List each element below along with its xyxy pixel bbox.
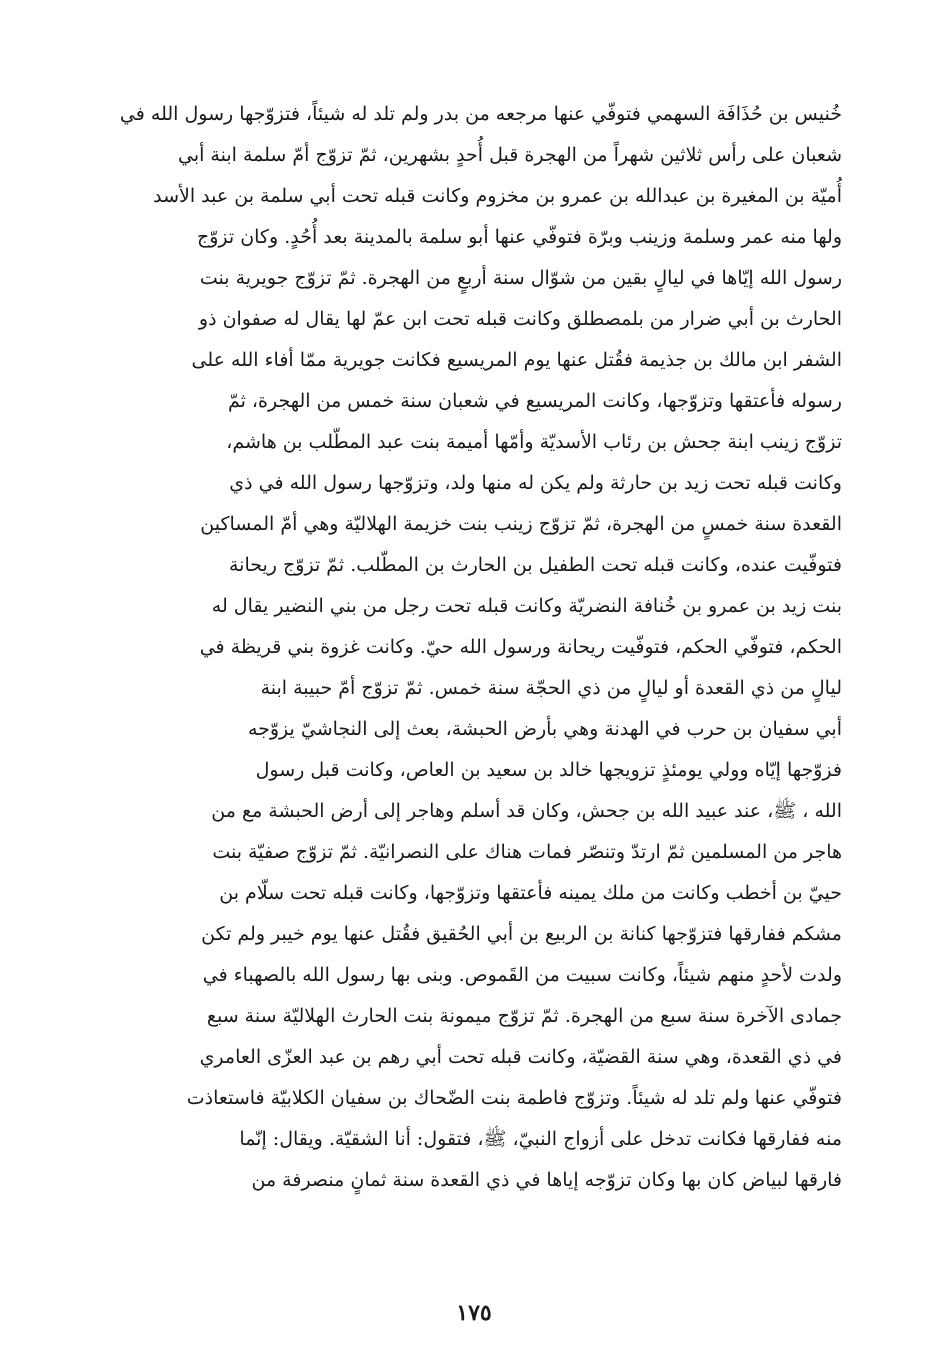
- text-line: القعدة سنة خمسٍ من الهجرة، ثمّ تزوّج زينب بنت خزيمة الهلاليّة وهي أمّ المساكين: [200, 513, 842, 535]
- text-line: ليالٍ من ذي القعدة أو ليالٍ من ذي الحجّة سنة خمس. ثمّ تزوّج أمّ حبيبة ابنة: [260, 677, 842, 699]
- text-line: الحكم، فتوفّي الحكم، فتوفّيت ريحانة ورسول الله حيّ. وكانت غزوة بني قريظة في: [199, 636, 842, 658]
- text-line: رسوله فأعتقها وتزوّجها، وكانت المريسيع في شعبان سنة خمس من الهجرة، ثمّ: [227, 390, 842, 412]
- text-line: حييّ بن أخطب وكانت من ملك يمينه فأعتقها وتزوّجها، وكانت قبله تحت سلّام بن: [219, 882, 842, 904]
- text-line: فارقها لبياض كان بها وكان تزوّجه إياها في ذي القعدة سنة ثمانٍ منصرفة من: [251, 1169, 842, 1191]
- text-line: بنت زيد بن عمرو بن خُنافة النضريّة وكانت قبله تحت رجل من بني النضير يقال له: [211, 595, 842, 617]
- text-line: أُميّة بن المغيرة بن عبدالله بن عمرو بن مخزوم وكانت قبله تحت أبي سلمة بن عبد الأسد: [153, 185, 842, 207]
- body-text: [110, 94, 842, 1201]
- text-line: مشكم ففارقها فتزوّجها كنانة بن الربيع بن أبي الحُقيق فقُتل عنها يوم خيبر ولم تكن: [201, 923, 842, 945]
- text-line: الله ، ﷺ، عند عبيد الله بن جحش، وكان قد أسلم وهاجر إلى أرض الحبشة مع من: [211, 800, 842, 822]
- text-line: أبي سفيان بن حرب في الهدنة وهي بأرض الحبشة، بعث إلى النجاشيّ يزوّجه: [247, 718, 842, 740]
- text-line: فزوّجها إيّاه وولي يومئذٍ تزويجها خالد بن سعيد بن العاص، وكانت قبل رسول: [255, 759, 842, 781]
- text-line: ولدت لأحدٍ منهم شيئاً، وكانت سبيت من القَموص. وبنى بها رسول الله بالصهباء في: [202, 964, 842, 986]
- text-line: هاجر من المسلمين ثمّ ارتدّ وتنصّر فمات هناك على النصرانيّة. ثمّ تزوّج صفيّة بنت: [212, 841, 842, 863]
- text-line: رسول الله إيّاها في ليالٍ بقين من شوّال سنة أربعٍ من الهجرة. ثمّ تزوّج جويرية بنت: [199, 267, 842, 289]
- text-line: فتوفّي عنها ولم تلد له شيئاً. وتزوّج فاطمة بنت الضّحاك بن سفيان الكلابيّة فاستعاذت: [186, 1087, 842, 1109]
- text-line: جمادى الآخرة سنة سبع من الهجرة. ثمّ تزوّج ميمونة بنت الحارث الهلاليّة سنة سبع: [206, 1005, 842, 1027]
- text-line: فتوفّيت عنده، وكانت قبله تحت الطفيل بن الحارث بن المطّلب. ثمّ تزوّج ريحانة: [228, 554, 842, 576]
- text-line: الشفر ابن مالك بن جذيمة فقُتل عنها يوم المريسيع فكانت جويرية ممّا أفاء الله على: [191, 349, 842, 371]
- text-line: ولها منه عمر وسلمة وزينب وبرّة فتوفّي عنها أبو سلمة بالمدينة بعد أُحُدٍ. وكان تزوّج: [196, 226, 842, 248]
- page-number: ١٧٥: [456, 1300, 492, 1326]
- text-line: الحارث بن أبي ضرار من بلمصطلق وكانت قبله تحت ابن عمّ لها يقال له صفوان ذو: [198, 308, 842, 330]
- text-line: وكانت قبله تحت زيد بن حارثة ولم يكن له منها ولد، وتزوّجها رسول الله في ذي: [229, 472, 842, 494]
- text-line: منه ففارقها فكانت تدخل على أزواج النبيّ، ﷺ، فتقول: أنا الشقيّة. ويقال: إنّما: [239, 1128, 842, 1150]
- text-line: خُنيس بن حُذَافَة السهمي فتوفّي عنها مرجعه من بدر ولم تلد له شيئاً، فتزوّجها رسول الله في: [119, 103, 842, 125]
- text-line: تزوّج زينب ابنة جحش بن رئاب الأسديّة وأمّها أميمة بنت عبد المطّلب بن هاشم،: [226, 431, 842, 453]
- text-line: شعبان على رأس ثلاثين شهراً من الهجرة قبل أُحدٍ بشهرين، ثمّ تزوّج أمّ سلمة ابنة أبي: [177, 144, 842, 166]
- text-line: في ذي القعدة، وهي سنة القضيّة، وكانت قبله تحت أبي رهم بن عبد العزّى العامري: [199, 1046, 842, 1068]
